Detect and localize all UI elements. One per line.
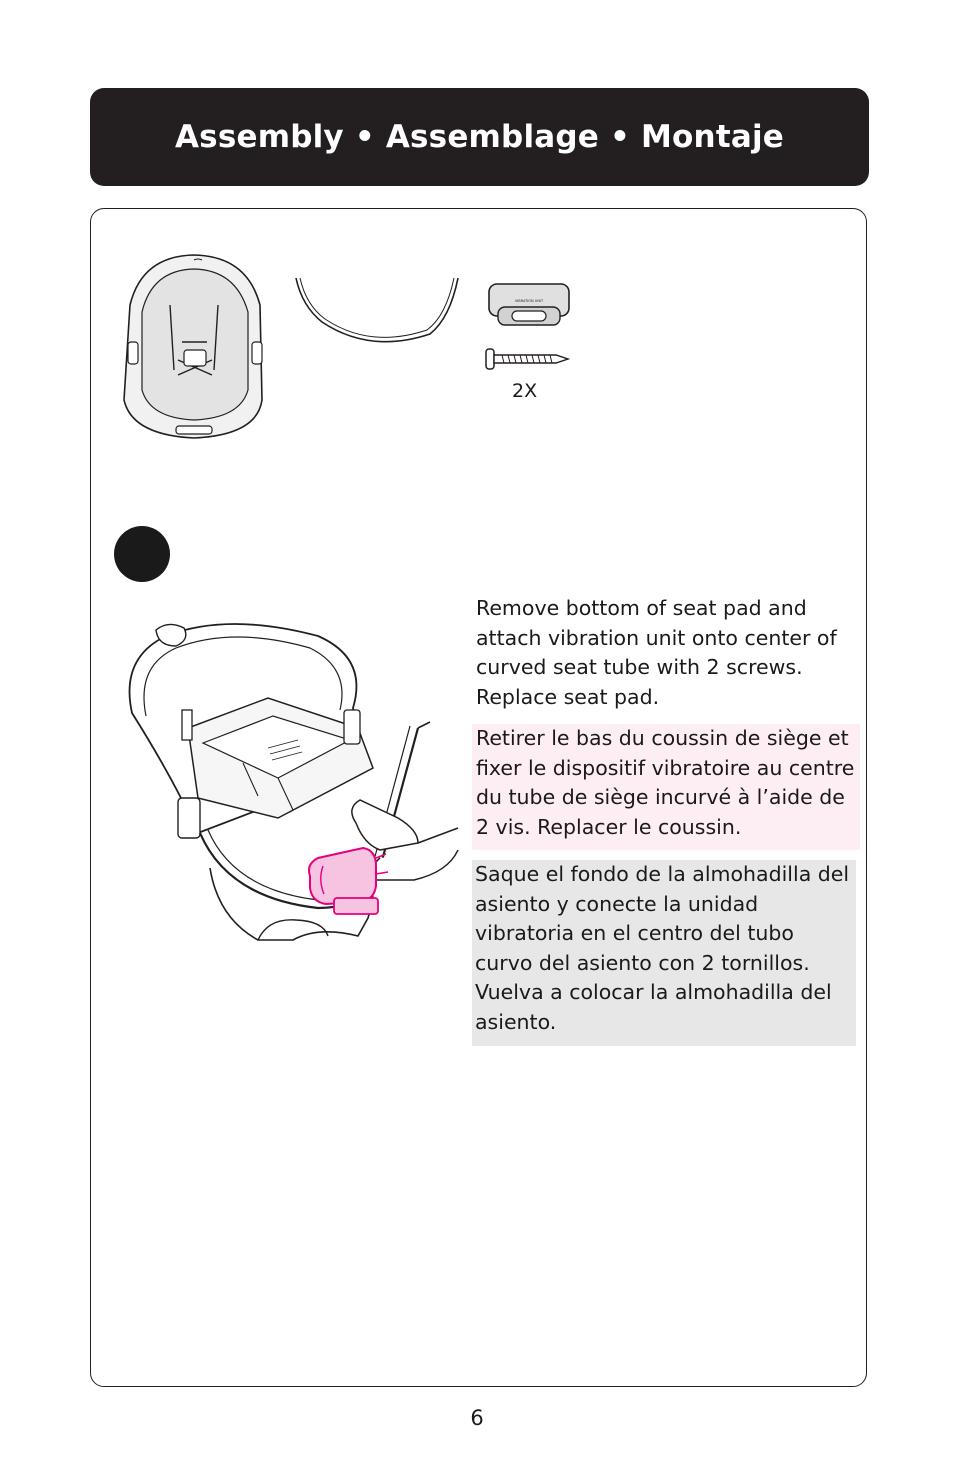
section-header <box>90 88 869 186</box>
step-number-badge <box>114 526 170 582</box>
vibration-unit-illustration <box>486 281 572 329</box>
page-number: 6 <box>470 1406 484 1430</box>
screw-quantity-label: 2X <box>512 380 538 402</box>
assembly-step-illustration <box>118 618 463 948</box>
section-title: Assembly • Assemblage • Montaje <box>174 119 785 155</box>
instruction-english: Remove bottom of seat pad and attach vibration unit onto center of curved seat tube with 2 screws. Replace seat pad. <box>476 596 837 709</box>
seat-tube-illustration <box>290 272 465 358</box>
seat-part-illustration <box>112 250 277 442</box>
svg-text:VIBRATION UNIT: VIBRATION UNIT <box>514 299 544 303</box>
instruction-french: Retirer le bas du coussin de siège et fixer le dispositif vibratoire au centre du tube de siège incurvé à l’aide de 2 vis. Replacer le coussin. <box>472 724 860 850</box>
screw-illustration <box>484 346 572 372</box>
instruction-spanish: Saque el fondo de la almohadilla del asiento y conecte la unidad vibratoria en el centro del tubo curvo del asiento con 2 tornillos. Vuelva a colocar la almohadilla del asiento. <box>472 860 856 1046</box>
